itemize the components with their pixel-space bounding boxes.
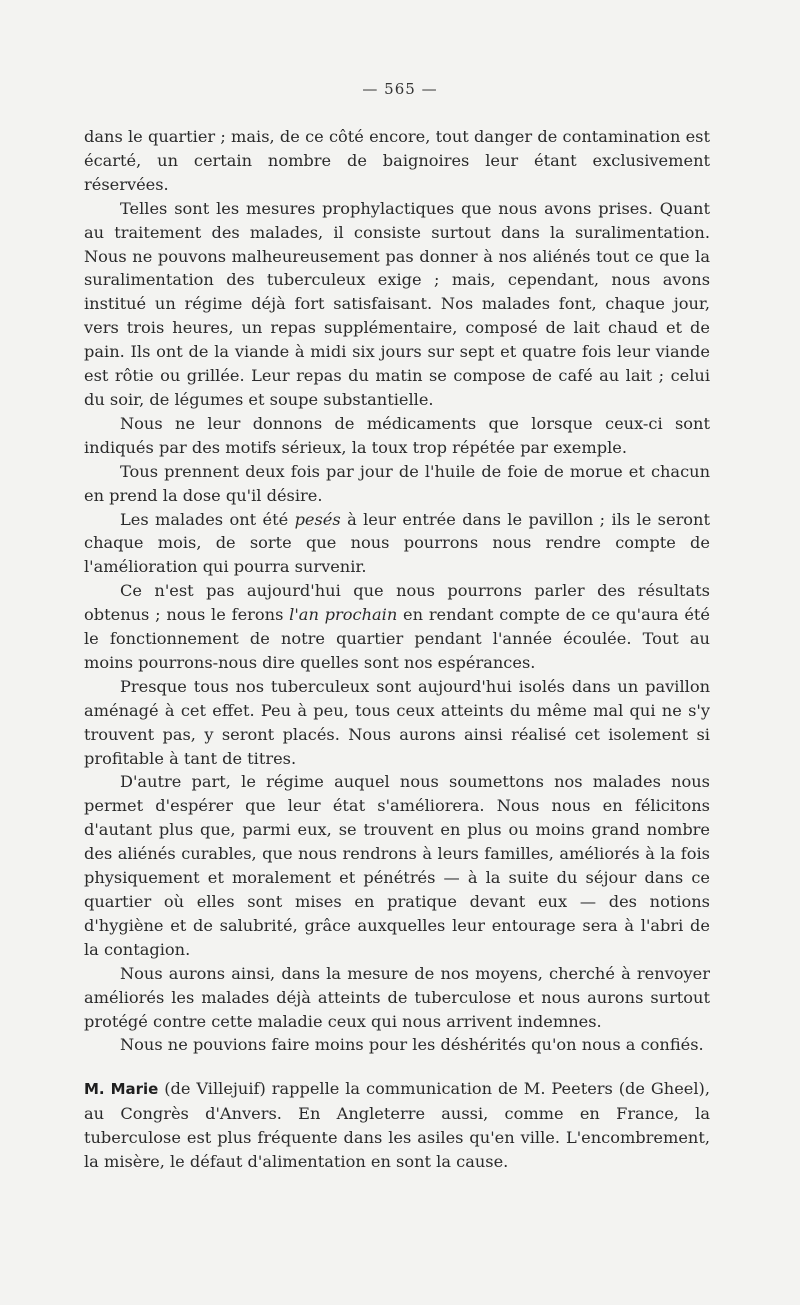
paragraph-6-start: Ce n'est pas aujourd'hui que nous pourrons parler des résultats obtenus ; nous le ferons xyxy=(84,581,710,625)
paragraph-5-start: Les malades ont été xyxy=(120,509,295,529)
paragraph-2: Telles sont les mesures prophylactiques que nous avons prises. Quant au traitement des malades, il consiste surtout dans la suralimentation. Nous ne pouvons malheureusement pas donner à nos aliénés tout ce que la suralimentation des tuberculeux exige ; mais, cependant, nous avons institué un régime déjà fort satisfaisant. Nos malades font, chaque jour, vers trois heures, un repas supplémentaire, composé de lait chaud et de pain. Ils ont de la viande à midi six jours sur sept et quatre fois leur viande est rôtie ou grillée. Leur repas du matin se compose de café au lait ; celui du soir, de légumes et soupe substantielle. xyxy=(84,198,710,409)
paragraph-3: Nous ne leur donnons de médicaments que lorsque ceux-ci sont indiqués par des motifs sérieux, la toux trop répétée par exemple. xyxy=(84,413,710,457)
paragraph-5 xyxy=(84,508,710,580)
paragraph-10: Nous ne pouvions faire moins pour les déshérités qu'on nous a confiés. xyxy=(120,1035,704,1055)
intervention-text: (de Villejuif) rappelle la communication de M. Peeters (de Gheel), au Congrès d'Anvers. En Angleterre aussi, comme en France, la tuberculose est plus fréquente dans les asiles qu'en ville. L'encombrement, la misère, le défaut d'alimentation en sont la cause. xyxy=(84,1079,711,1172)
page-number: — 565 — xyxy=(362,80,438,98)
intervention-paragraph xyxy=(84,1077,710,1174)
paragraph-5-end: à leur entrée dans le pavillon ; ils le seront chaque mois, de sorte que nous pourrons nous rendre compte de l'amélioration qui pourra survenir. xyxy=(84,509,710,577)
paragraph-6 xyxy=(84,579,710,675)
emphasis-an-prochain: l'an prochain xyxy=(289,605,398,625)
speaker-name: M. Marie xyxy=(84,1080,159,1099)
body-text xyxy=(84,125,710,1174)
paragraph-1: dans le quartier ; mais, de ce côté encore, tout danger de contamination est écarté, un certain nombre de baignoires leur étant exclusivement réservées. xyxy=(84,127,710,194)
paragraph-9: Nous aurons ainsi, dans la mesure de nos moyens, cherché à renvoyer améliorés les malades déjà atteints de tuberculose et nous aurons surtout protégé contre cette maladie ceux qui nous arrivent indemnes. xyxy=(84,963,710,1031)
paragraph-7: Presque tous nos tuberculeux sont aujourd'hui isolés dans un pavillon aménagé à cet effet. Peu à peu, tous ceux atteints du même mal qui ne s'y trouvent pas, y seront placés. Nous aurons ainsi réalisé cet isolement si profitable à tant de titres. xyxy=(84,676,710,768)
paragraph-8: D'autre part, le régime auquel nous soumettons nos malades nous permet d'espérer que leur état s'améliorera. Nous nous en félicitons d'autant plus que, parmi eux, se trouvent en plus ou moins grand nombre des aliénés curables, que nous rendrons à leurs familles, améliorés à la fois physiquement et moralement et pénétrés — à la suite du séjour dans ce quartier où elles sont mises en pratique devant eux — des notions d'hygiène et de salubrité, grâce auxquelles leur entourage sera à l'abri de la contagion. xyxy=(84,772,710,959)
paragraph-6-end: en rendant compte de ce qu'aura été le fonctionnement de notre quartier pendant l'année écoulée. Tout au moins pourrons-nous dire quelles sont nos espérances. xyxy=(84,605,710,672)
emphasis-peses: pesés xyxy=(294,509,341,529)
paragraph-4: Tous prennent deux fois par jour de l'huile de foie de morue et chacun en prend la dose qu'il désire. xyxy=(84,461,710,505)
